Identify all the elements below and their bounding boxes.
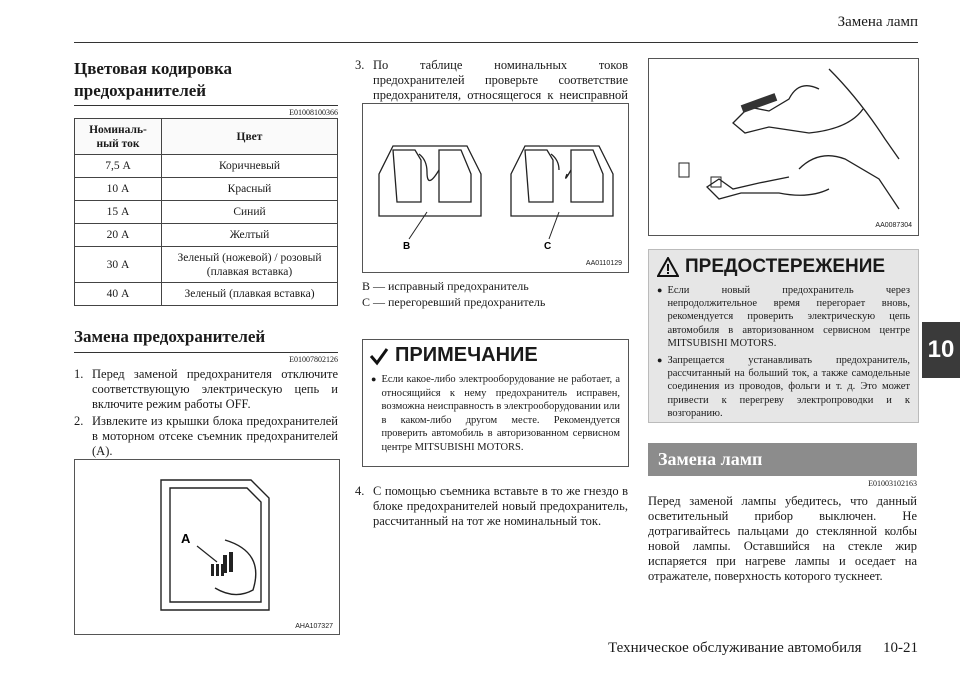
table-row bbox=[75, 178, 338, 201]
step-text: По таблице номинальных токов предохранителей проверьте соответствие предохранителя, относящегося к неисправной bbox=[373, 58, 628, 102]
table-cell: Зеленый (плавкая вставка) bbox=[162, 283, 338, 306]
step-text: С помощью съемника вставьте в то же гнездо в блоке предохранителей новый предохранитель, рассчитанный на тот же номинальный ток. bbox=[373, 484, 628, 528]
bullet-icon: ● bbox=[371, 374, 377, 384]
step-number: 4. bbox=[355, 484, 365, 498]
lamp-section-id: E01003102163 bbox=[868, 479, 917, 488]
table-row bbox=[75, 201, 338, 224]
note-header bbox=[363, 340, 628, 371]
note-title: ПРИМЕЧАНИЕ bbox=[395, 344, 538, 366]
bullet-icon: ● bbox=[657, 355, 663, 366]
note-text: Если какое-либо электрооборудование не работает, а относящийся к нему предохранитель исправен, возможна неисправность в электрооборудовании или в каком-либо другом месте. Рекомендуется проверить автомобиль в авторизованном сервисном центре MITSUBISHI MOTORS. bbox=[381, 374, 620, 453]
figure-code: AA0087304 bbox=[875, 222, 912, 229]
fig-label-b: B bbox=[403, 241, 411, 252]
table-cell: 20 А bbox=[75, 224, 162, 247]
step-2 bbox=[74, 414, 338, 459]
warning-triangle-icon bbox=[657, 257, 679, 277]
page-footer bbox=[608, 640, 918, 657]
lamp-paragraph: Перед заменой лампы убедитесь, что данный осветительный прибор выключен. Не дотрагивайтесь пальцами до стеклянной колбы новой лампы. Оставшийся на стекле жир испаряется при нагреве лампы и оседает на отражателе, поверхность которого тускнеет. bbox=[648, 494, 917, 583]
note-check-icon bbox=[369, 346, 389, 366]
fuse-color-table bbox=[74, 118, 338, 306]
legend-c: C — перегоревший предохранитель bbox=[362, 295, 546, 309]
lamp-section-title: Замена ламп bbox=[648, 443, 917, 476]
footer-book-title: Техническое обслуживание автомобиля bbox=[608, 640, 862, 656]
table-cell: 30 А bbox=[75, 247, 162, 283]
color-code-id: E01008100366 bbox=[289, 108, 338, 117]
table-row bbox=[75, 247, 338, 283]
note-box bbox=[362, 339, 629, 467]
table-cell: Красный bbox=[162, 178, 338, 201]
chapter-tab: 10 bbox=[922, 322, 960, 378]
table-cell: Зеленый (ножевой) / розовый (плавкая вставка) bbox=[162, 247, 338, 283]
header-rule bbox=[74, 42, 918, 43]
table-header-color: Цвет bbox=[162, 119, 338, 155]
table-row bbox=[75, 155, 338, 178]
color-code-section bbox=[74, 58, 338, 117]
warning-text-2: Запрещается устанавливать предохранитель, рассчитанный на больший ток, а также самодельные соединения из проводов, фольги и т. д. Это может привести к перегреву электропроводки и к возгоранию. bbox=[667, 355, 910, 419]
table-cell: 10 А bbox=[75, 178, 162, 201]
fuse-puller-figure bbox=[648, 58, 919, 236]
fuse-replace-id: E01007802126 bbox=[289, 355, 338, 364]
warning-header bbox=[649, 250, 918, 282]
table-row bbox=[75, 283, 338, 306]
step-number: 2. bbox=[74, 414, 84, 428]
legend-b: B — исправный предохранитель bbox=[362, 279, 529, 293]
fuse-comparison-figure bbox=[362, 103, 629, 273]
table-header-rating: Номиналь- ный ток bbox=[75, 119, 162, 155]
page-header-title: Замена ламп bbox=[837, 14, 918, 30]
step-4 bbox=[355, 484, 628, 529]
fuse-puller-illustration bbox=[649, 59, 918, 235]
fuse-replace-title: Замена предохранителей bbox=[74, 326, 338, 353]
warning-text-1: Если новый предохранитель через непродолжительное время перегорает вновь, рекомендуется проверить электрическую цепь автомобиля в авторизованном сервисном центре MITSUBISHI MOTORS. bbox=[667, 285, 910, 349]
table-cell: Желтый bbox=[162, 224, 338, 247]
warning-title: ПРЕДОСТЕРЕЖЕНИЕ bbox=[685, 256, 886, 277]
step-text: Перед заменой предохранителя отключите соответствующую электрическую цепь и включите режим работы OFF. bbox=[92, 367, 338, 411]
fuse-box-illustration bbox=[75, 460, 339, 634]
warning-body bbox=[649, 282, 918, 426]
step-1 bbox=[74, 367, 338, 412]
page-number: 10-21 bbox=[883, 640, 918, 656]
step-number: 3. bbox=[355, 58, 365, 72]
step-number: 1. bbox=[74, 367, 84, 381]
fig-label-a: A bbox=[181, 531, 191, 546]
table-row bbox=[75, 224, 338, 247]
color-code-title-line2: предохранителей bbox=[74, 80, 338, 106]
fuse-box-figure bbox=[74, 459, 340, 635]
fuse-replace-section bbox=[74, 326, 338, 364]
table-cell: 15 А bbox=[75, 201, 162, 224]
fuse-comparison-illustration bbox=[363, 104, 628, 272]
step-text: Извлеките из крышки блока предохранителей в моторном отсеке съемник предохранителей (А). bbox=[92, 414, 338, 458]
note-body bbox=[363, 371, 628, 460]
fig-label-c: C bbox=[544, 241, 552, 252]
color-code-title-line1: Цветовая кодировка bbox=[74, 59, 233, 78]
table-cell: Коричневый bbox=[162, 155, 338, 178]
table-cell: 7,5 А bbox=[75, 155, 162, 178]
figure-code: AA0110129 bbox=[585, 260, 622, 267]
bullet-icon: ● bbox=[657, 285, 663, 295]
table-cell: 40 А bbox=[75, 283, 162, 306]
warning-box bbox=[648, 249, 919, 423]
figure-code: AHA107327 bbox=[295, 623, 333, 630]
table-cell: Синий bbox=[162, 201, 338, 224]
